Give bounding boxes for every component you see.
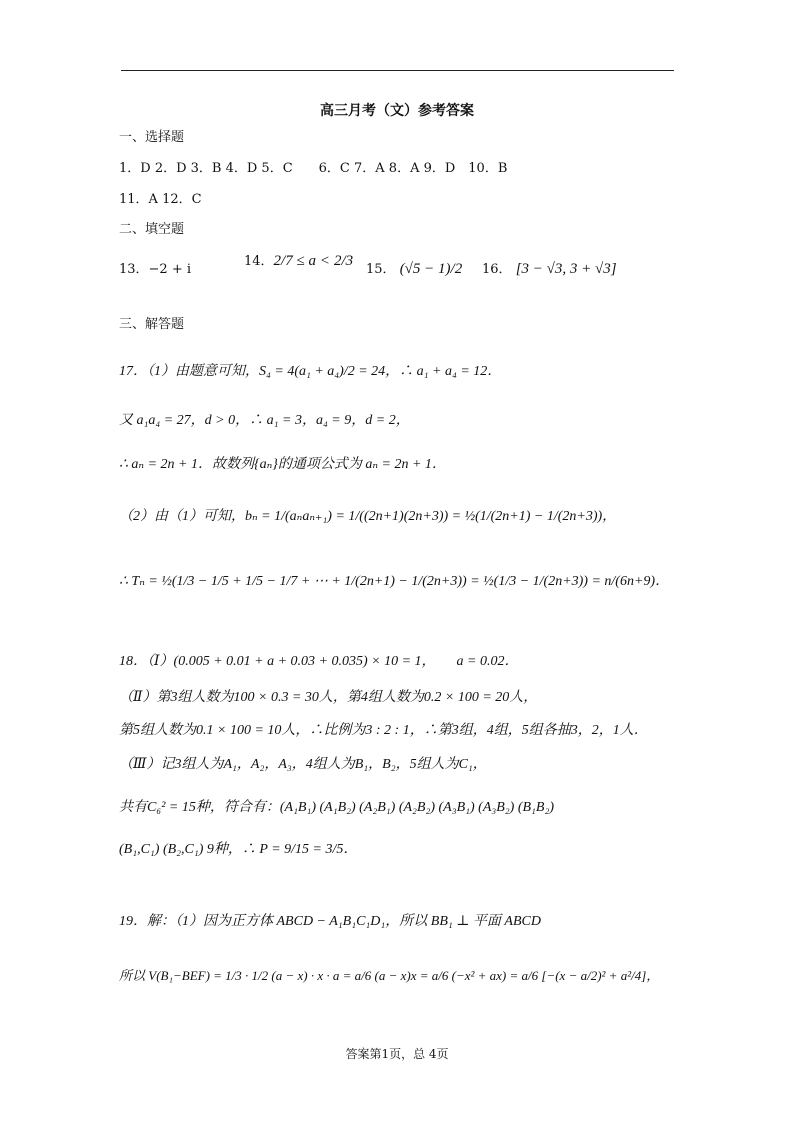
- page-footer: 答案第1页，总 4页: [345, 1047, 449, 1061]
- choice-answers-1: 1．D 2．D 3．B 4．D 5．C 6．C 7．A 8．A 9．D 10．B: [119, 161, 508, 176]
- q18-line-2: （Ⅱ）第3组人数为100 × 0.3 = 30人，第4组人数为0.2 × 100 = 20人，: [119, 690, 538, 705]
- answer-14-right: 2/3: [333, 253, 354, 269]
- q17-line-2: 又 a₁a₄ = 27，d > 0，∴ a₁ = 3，a₄ = 9，d = 2，: [119, 413, 410, 428]
- answer-13: 13．−2 + i: [119, 262, 192, 277]
- answer-15-value: (√5 − 1)/2: [399, 261, 463, 277]
- answer-16-value: [3 − √3, 3 + √3]: [515, 261, 617, 277]
- section-solve-heading: 三、解答题: [119, 317, 185, 332]
- answer-16-label: 16．: [482, 262, 512, 277]
- page-title: 高三月考（文）参考答案: [320, 103, 474, 119]
- q17-line-1: 17．（1）由题意可知，S₄ = 4(a₁ + a₄)/2 = 24，∴ a₁ + a₄ = 12．: [119, 364, 502, 379]
- header-rule: [121, 70, 674, 71]
- q19-line-1: 19．解：（1）因为正方体 ABCD − A₁B₁C₁D₁，所以 BB₁ ⊥ 平面 ABCD: [119, 914, 541, 929]
- q18-line-4: （Ⅲ）记3组人为A₁，A₂，A₃，4组人为B₁，B₂，5组人为C₁，: [119, 757, 487, 772]
- section-fill-heading: 二、填空题: [119, 222, 185, 237]
- q19-line-2: 所以 V(B₁−BEF) = 1/3 · 1/2 (a − x) · x · a = a/6 (a − x)x = a/6 (−x² + ax) = a/6 [−(x − a/2)² + a²/4]，: [119, 968, 660, 983]
- answer-14-label: 14．: [244, 254, 274, 269]
- q17-line-4: （2）由（1）可知，bₙ = 1/(aₙaₙ₊₁) = 1/((2n+1)(2n+3)) = ½(1/(2n+1) − 1/(2n+3))，: [119, 509, 617, 524]
- answer-15-label: 15．: [366, 262, 396, 277]
- section-choice-heading: 一、选择题: [119, 130, 185, 145]
- choice-answers-2: 11．A 12．C: [119, 192, 202, 207]
- q17-line-3: ∴ aₙ = 2n + 1．故数列{aₙ}的通项公式为 aₙ = 2n + 1．: [119, 457, 446, 472]
- answer-16: [482, 258, 617, 278]
- q18-line-5: 共有C₆² = 15种，符合有：(A₁B₁) (A₁B₂) (A₂B₁) (A₂B₂) (A₃B₁) (A₃B₂) (B₁B₂): [119, 800, 554, 815]
- answer-14-left: 2/7 ≤ a <: [273, 253, 330, 269]
- q18-line-3: 第5组人数为0.1 × 100 = 10人，∴比例为3 : 2 : 1，∴第3组，4组，5组各抽3，2，1人．: [119, 723, 648, 738]
- q18-line-1: 18．（Ⅰ）(0.005 + 0.01 + a + 0.03 + 0.035) × 10 = 1， a = 0.02．: [119, 654, 519, 669]
- q18-line-6: (B₁,C₁) (B₂,C₁) 9种，∴ P = 9/15 = 3/5．: [119, 842, 358, 857]
- q17-line-5: ∴ Tₙ = ½(1/3 − 1/5 + 1/5 − 1/7 + ⋯ + 1/(2n+1) − 1/(2n+3)) = ½(1/3 − 1/(2n+3)) = n/(6n+9)．: [119, 574, 670, 589]
- answer-14: [244, 250, 353, 270]
- answer-15: [366, 258, 462, 278]
